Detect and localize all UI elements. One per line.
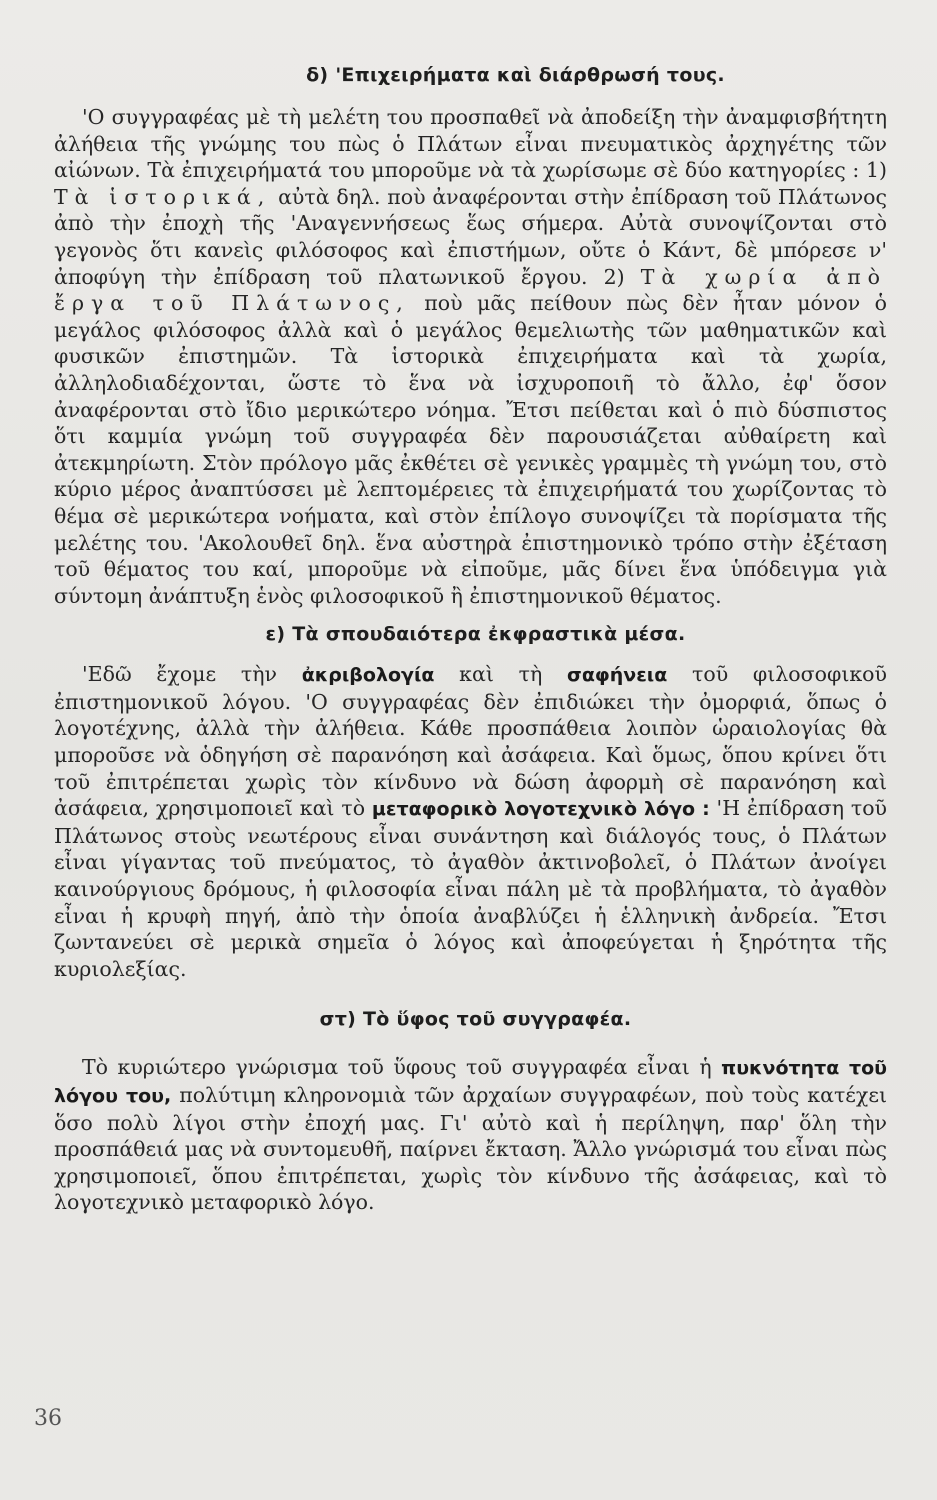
section-heading-expressive-means: ε) Τὰ σπουδαιότερα ἐκφραστικὰ μέσα. bbox=[265, 623, 686, 646]
spaced-text-passages: Τὰ χωρία ἀπὸ ἔργα τοῦ Πλάτωνος, bbox=[54, 264, 888, 316]
paragraph-arguments bbox=[54, 104, 887, 609]
bold-term-precision: ἀκριβολογία bbox=[301, 664, 435, 687]
text-run: πολύτιμη κληρονομιὰ τῶν ἀρχαίων συγγραφέων, ποὺ τοὺς κατέχει ὅσο πολὺ λίγοι στὴν ἐποχή μας. Γι' αὐτὸ καὶ ἡ περίληψη, παρ' ὅλη τὴν προσπάθειά μας νὰ συντομευθῆ, παίρνει ἔκταση. Ἄλλο γνώρισμά του εἶναι πὼς χρησιμοποιεῖ, ὅπου ἐπιτρέπεται, χωρὶς τὸν κίνδυνο τῆς ἀσάφειας, καὶ τὸ λογοτεχνικὸ μεταφορικὸ λόγο. bbox=[54, 1083, 887, 1215]
spaced-text-historical: Τὰ ἱστορικά, bbox=[54, 184, 272, 209]
bold-term-metaphor: μεταφορικὸ λογοτεχνικὸ λόγο : bbox=[371, 798, 710, 821]
paragraph-expressive-means bbox=[54, 661, 887, 982]
page-number: 36 bbox=[34, 1406, 62, 1431]
text-run: καὶ τὴ bbox=[434, 662, 568, 687]
section-heading-arguments: δ) 'Επιχειρήματα καὶ διάρθρωσή τους. bbox=[306, 64, 725, 86]
text-run: 'Εδῶ ἔχομε τὴν bbox=[82, 662, 302, 687]
paragraph-style bbox=[54, 1054, 887, 1216]
text-run: αὐτὰ δηλ. ποὺ ἀναφέρονται στὴν ἐπίδραση τοῦ Πλάτωνος ἀπὸ τὴν ἐποχὴ τῆς 'Αναγεννήσεως ἕως σήμερα. Αὐτὰ συνοψίζονται στὸ γεγονὸς ὅτι κανεὶς φιλόσοφος καὶ ἐπιστήμων, οὔτε ὁ Κάντ, δὲ μπόρεσε ν' ἀποφύγη τὴν ἐπίδραση τοῦ πλατωνικοῦ ἔργου. 2) bbox=[54, 184, 887, 289]
section-heading-style: στ) Τὸ ὕφος τοῦ συγγραφέα. bbox=[319, 1008, 632, 1031]
text-run: τοῦ φιλοσοφικοῦ ἐπιστημονικοῦ λόγου. 'Ο συγγραφέας δὲν ἐπιδιώκει τὴν ὀμορφιά, ὅπως ὁ λογοτέχνης, ἀλλὰ τὴν ἀλήθεια. Κάθε προσπάθεια λοιπὸν ὡραιολογίας θὰ μποροῦσε νὰ ὁδηγήση σὲ παρανόηση καὶ ἀσάφεια. Καὶ ὅμως, ὅπου κρίνει ὅτι τοῦ ἐπιτρέπεται χωρὶς τὸν κίνδυνο νὰ δώση ἀφορμὴ σὲ παρανόηση καὶ ἀσάφεια, χρησιμοποιεῖ καὶ τὸ bbox=[54, 662, 887, 821]
bold-term-density: πυκνότητα τοῦ λόγου του, bbox=[54, 1057, 887, 1107]
bold-term-clarity: σαφήνεια bbox=[567, 664, 668, 687]
text-run: 'Η ἐπίδραση τοῦ Πλάτωνος στοὺς νεωτέρους εἶναι συνάντηση καὶ διάλογός τους, ὁ Πλάτων εἶναι γίγαντας τοῦ πνεύματος, τὸ ἀγαθὸν ἀκτινοβολεῖ, ὁ Πλάτων ἀνοίγει καινούργιους δρόμους, ἡ φιλοσοφία εἶναι πάλη μὲ τὰ προβλήματα, τὸ ἀγαθὸν εἶναι ἡ κρυφὴ πηγή, ἀπὸ τὴν ὁποία ἀναβλύζει ἡ ἑλληνικὴ ἀνδρεία. Ἔτσι ζωντανεύει σὲ μερικὰ σημεῖα ὁ λόγος καὶ ἀποφεύγεται ἡ ξηρότητα τῆς κυριολεξίας. bbox=[54, 796, 887, 981]
text-run: ποὺ μᾶς πείθουν πὼς δὲν ἦταν μόνον ὁ μεγάλος φιλόσοφος ἀλλὰ καὶ ὁ μεγάλος θεμελιωτὴς τῶν μαθηματικῶν καὶ φυσικῶν ἐπιστημῶν. Τὰ ἱστορικὰ ἐπιχειρήματα καὶ τὰ χωρία, ἀλληλοδιαδέχονται, ὥστε τὸ ἕνα νὰ ἰσχυροποιῆ τὸ ἄλλο, ἐφ' ὅσον ἀναφέρονται στὸ ἴδιο μερικώτερο νόημα. Ἔτσι πείθεται καὶ ὁ πιὸ δύσπιστος ὅτι καμμία γνώμη τοῦ συγγραφέα δὲν παρουσιάζεται αὐθαίρετη καὶ ἀτεκμηρίωτη. Στὸν πρόλογο μᾶς ἐκθέτει σὲ γενικὲς γραμμὲς τὴ γνώμη του, στὸ κύριο μέρος ἀναπτύσσει μὲ λεπτομέρειες τὰ ἐπιχειρήματά του χωρίζοντας τὸ θέμα σὲ μερικώτερα νοήματα, καὶ στὸν ἐπίλογο συνοψίζει τὰ πορίσματα τῆς μελέτης του. 'Ακολουθεῖ δηλ. ἕνα αὐστηρὰ ἐπιστημονικὸ τρόπο στὴν ἐξέταση τοῦ θέματος του καί, μποροῦμε νὰ εἰποῦμε, μᾶς δίνει ἕνα ὑπόδειγμα γιὰ σύντομη ἀνάπτυξη ἑνὸς φιλοσοφικοῦ ἢ ἐπιστημονικοῦ θέματος. bbox=[54, 291, 887, 608]
text-run: 'Ο συγγραφέας μὲ τὴ μελέτη του προσπαθεῖ νὰ ἀποδείξη τὴν ἀναμφισβήτητη ἀλήθεια τῆς γνώμης του πὼς ὁ Πλάτων εἶναι πνευματικὸς ἀρχηγέτης τῶν αἰώνων. Τὰ ἐπιχειρήματά του μποροῦμε νὰ τὰ χωρίσωμε σὲ δύο κατηγορίες : 1) bbox=[54, 105, 887, 183]
text-run: Τὸ κυριώτερο γνώρισμα τοῦ ὕφους τοῦ συγγραφέα εἶναι ἡ bbox=[82, 1055, 722, 1080]
